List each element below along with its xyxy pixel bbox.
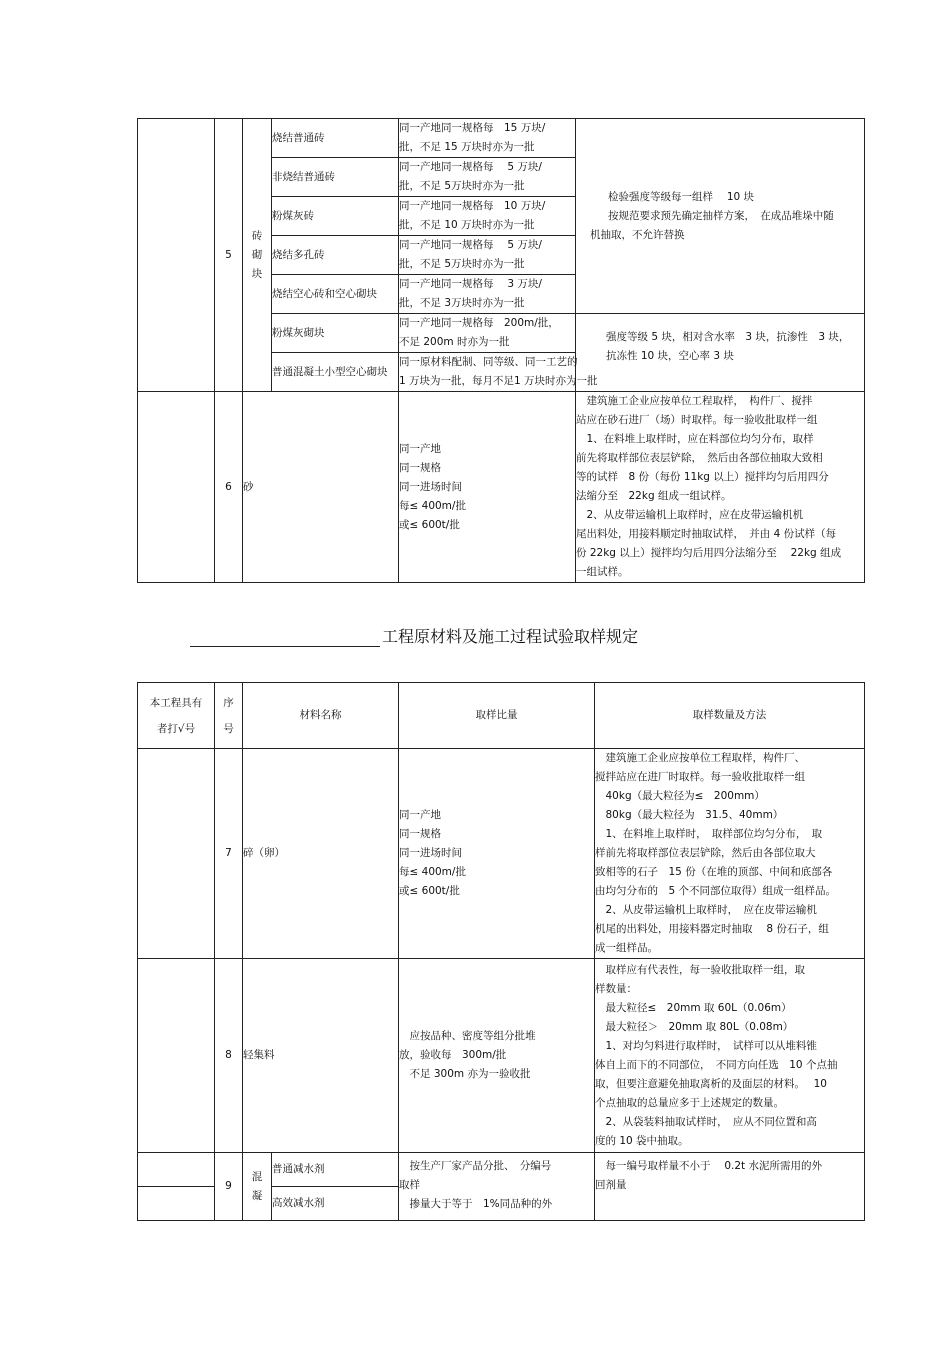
header-batch: 取样比量 [399, 683, 595, 749]
check-cell[interactable] [138, 1187, 215, 1221]
material-name: 粉煤灰砖 [272, 197, 399, 236]
material-name: 烧结空心砖和空心砌块 [272, 275, 399, 314]
material-name: 普通减水剂 [272, 1153, 399, 1187]
row-number: 7 [215, 749, 243, 959]
material-name: 高效减水剂 [272, 1187, 399, 1221]
material-name: 普通混凝土小型空心砌块 [272, 353, 399, 392]
sampling-table-part2 [137, 682, 865, 1221]
header-no: 序 号 [215, 683, 243, 749]
sampling-table-part1 [137, 118, 865, 583]
batch-cell: 同一产地同一规格每 5 万块/ 批，不足 5万块时亦为一批 [399, 236, 576, 275]
category-cell: 砖 砌 块 [243, 119, 272, 392]
batch-cell: 按生产厂家产品分批、 分编号 取样 掺量大于等于 1%同品种的外 [399, 1153, 595, 1221]
material-name: 烧结普通砖 [272, 119, 399, 158]
header-method: 取样数量及方法 [595, 683, 865, 749]
method-cell: 强度等级 5 块，相对含水率 3 块，抗渗性 3 块， 抗冻性 10 块，空心率 3 块 [576, 314, 865, 392]
category-cell: 混 凝 [243, 1153, 272, 1221]
page-title: 工程原材料及施工过程试验取样规定 [382, 627, 639, 646]
material-name: 砂 [243, 392, 399, 583]
row-number: 9 [215, 1153, 243, 1221]
method-cell: 建筑施工企业应按单位工程取样，构件厂、 搅拌站应在进厂时取样。每一验收批取样一组 40kg（最大粒径为≤ 200mm） 80kg（最大粒径为 31.5、40mm） 1、在料堆上取样时， 取样部位均匀分布， 取 样前先将取样部位表层铲除，然后由各部位取大 致相等的石子 15 份（在堆的顶部、中间和底部各 由均匀分布的 5 个不同部位取得）组成一组样品。 2、从皮带运输机上取样时， 应在皮带运输机 机尾的出料处，用接料器定时抽取 8 份石子，组 成一组样品。 [595, 749, 865, 959]
method-cell: 建筑施工企业应按单位工程取样， 构件厂、搅拌 站应在砂石进厂（场）时取样。每一验收批取样一组 1、在料堆上取样时，应在料部位均匀分布，取样 前先将取样部位表层铲除， 然后由各部位抽取大致相 等的试样 8 份（每份 11kg 以上）搅拌均匀后用四分 法缩分至 22kg 组成一组试样。 2、从皮带运输机上取样时，应在皮带运输机机 尾出料处，用接料顺定时抽取试样， 并由 4 份试样（每 份 22kg 以上）搅拌均匀后用四分法缩分至 22kg 组成 一组试样。 [576, 392, 865, 583]
check-cell[interactable] [138, 392, 215, 583]
method-cell: 每一编号取样量不小于 0.2t 水泥所需用的外 回剂量 [595, 1153, 865, 1221]
batch-cell: 同一产地同一规格每 10 万块/ 批，不足 10 万块时亦为一批 [399, 197, 576, 236]
material-name: 烧结多孔砖 [272, 236, 399, 275]
batch-cell: 同一产地同一规格每 200m/批， 不足 200m 时亦为一批 [399, 314, 576, 353]
row-number: 8 [215, 959, 243, 1153]
batch-cell: 同一产地 同一规格 同一进场时间 每≤ 400m/批 或≤ 600t/批 [399, 392, 576, 583]
check-cell[interactable] [138, 1153, 215, 1187]
row-number: 6 [215, 392, 243, 583]
material-name: 非烧结普通砖 [272, 158, 399, 197]
method-cell: 检验强度等级每一组样 10 块 按规范要求预先确定抽样方案， 在成品堆垛中随 机抽取，不允许替换 [576, 119, 865, 314]
method-cell: 取样应有代表性，每一验收批取样一组，取 样数量： 最大粒径≤ 20mm 取 60L（0.06m） 最大粒径＞ 20mm 取 80L（0.08m） 1、对均匀料进行取样时， 试样可以从堆料锥 体自上而下的不同部位， 不同方向任选 10 个点抽 取，但要注意避免抽取离析的及面层的材料。 10 个点抽取的总量应多于上述规定的数量。 2、从袋装料抽取试样时， 应从不同位置和高 度的 10 袋中抽取。 [595, 959, 865, 1153]
batch-cell: 同一原材料配制、同等级、同一工艺的 1 万块为一批，每月不足1 万块时亦为一批 [399, 353, 576, 392]
batch-cell: 同一产地 同一规格 同一进场时间 每≤ 400m/批 或≤ 600t/批 [399, 749, 595, 959]
material-name: 粉煤灰砌块 [272, 314, 399, 353]
header-check: 本工程具有 者打√号 [138, 683, 215, 749]
header-material: 材料名称 [243, 683, 399, 749]
material-name: 轻集料 [243, 959, 399, 1153]
batch-cell: 同一产地同一规格每 5 万块/ 批，不足 5万块时亦为一批 [399, 158, 576, 197]
batch-cell: 同一产地同一规格每 3 万块/ 批，不足 3万块时亦为一批 [399, 275, 576, 314]
check-cell[interactable] [138, 959, 215, 1153]
material-name: 碎（卵） [243, 749, 399, 959]
batch-cell: 同一产地同一规格每 15 万块/ 批，不足 15 万块时亦为一批 [399, 119, 576, 158]
project-name-blank[interactable] [190, 646, 380, 647]
check-cell[interactable] [138, 749, 215, 959]
check-cell[interactable] [138, 119, 215, 392]
batch-cell: 应按品种、密度等组分批堆 放，验收每 300m/批 不足 300m 亦为一验收批 [399, 959, 595, 1153]
row-number: 5 [215, 119, 243, 392]
